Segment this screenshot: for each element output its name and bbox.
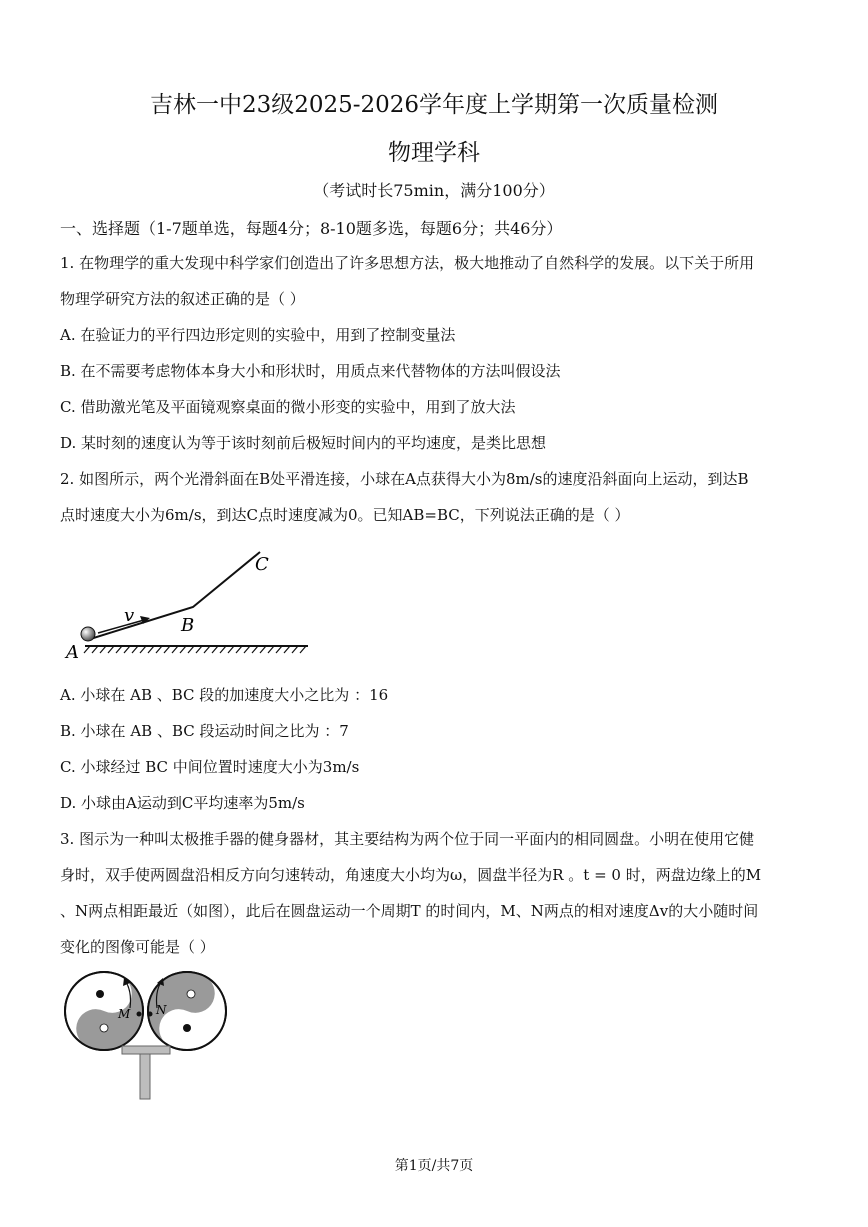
q3-stem-line1: 3. 图示为一种叫太极推手器的健身器材，其主要结构为两个位于同一平面内的相同圆盘。小明在使用它健 <box>60 830 755 848</box>
q1-option-b: B. 在不需要考虑物体本身大小和形状时，用质点来代替物体的方法叫假设法 <box>60 362 561 380</box>
point-m <box>137 1012 142 1017</box>
stand-pole <box>140 1054 150 1099</box>
label-v: v <box>124 605 135 626</box>
ball <box>81 627 95 641</box>
q3-stem-line4: 变化的图像可能是（ ） <box>60 938 215 956</box>
label-c: C <box>255 554 269 575</box>
q2-stem-line2: 点时速度大小为6m/s，到达C点时速度减为0。已知AB=BC，下列说法正确的是（ ） <box>60 506 630 524</box>
label-a: A <box>66 642 79 663</box>
q3-taiji-figure <box>60 970 235 1100</box>
incline-path <box>87 552 260 640</box>
exam-title: 吉林一中23级2025-2026学年度上学期第一次质量检测 <box>149 92 719 118</box>
exam-info: （考试时长75min，满分100分） <box>313 181 555 200</box>
label-n: N <box>156 1003 167 1017</box>
label-m: M <box>118 1007 131 1021</box>
q2-option-d: D. 小球由A运动到C平均速率为5m/s <box>60 794 305 812</box>
q1-option-a: A. 在验证力的平行四边形定则的实验中，用到了控制变量法 <box>60 326 456 344</box>
q2-stem-line1: 2. 如图所示，两个光滑斜面在B处平滑连接，小球在A点获得大小为8m/s的速度沿斜面向上运动，到达B <box>60 470 749 488</box>
velocity-arrow <box>98 620 144 633</box>
q3-stem-line2: 身时，双手使两圆盘沿相反方向匀速转动，角速度大小均为ω，圆盘半径为R 。t = 0 时，两盘边缘上的M <box>60 866 762 884</box>
q1-stem-line2: 物理学研究方法的叙述正确的是（ ） <box>60 290 305 308</box>
q2-option-b: B. 小球在 AB 、BC 段运动时间之比为 ：7 <box>60 722 349 740</box>
q1-stem-line1: 1. 在物理学的重大发现中科学家们创造出了许多思想方法，极大地推动了自然科学的发展。以下关于所用 <box>60 254 755 272</box>
label-b: B <box>181 615 195 636</box>
q1-option-d: D. 某时刻的速度认为等于该时刻前后极短时间内的平均速度，是类比思想 <box>60 434 547 452</box>
point-n <box>148 1012 153 1017</box>
q1-option-c: C. 借助激光笔及平面镜观察桌面的微小形变的实验中，用到了放大法 <box>60 398 516 416</box>
page-footer: 第1页/共7页 <box>394 1158 474 1174</box>
section-heading: 一、选择题（1-7题单选，每题4分；8-10题多选，每题6分；共46分） <box>60 219 563 238</box>
q2-option-c: C. 小球经过 BC 中间位置时速度大小为3m/s <box>60 758 360 776</box>
q2-incline-figure <box>60 545 320 665</box>
q3-stem-line3: 、N两点相距最近（如图），此后在圆盘运动一个周期T 的时间内，M、N两点的相对速度Δv的大小随时间 <box>60 902 759 920</box>
ground-hatch <box>84 646 306 653</box>
q2-option-a: A. 小球在 AB 、BC 段的加速度大小之比为 ：16 <box>60 686 389 704</box>
subject-title: 物理学科 <box>388 140 480 166</box>
stand-crossbar <box>122 1046 170 1054</box>
